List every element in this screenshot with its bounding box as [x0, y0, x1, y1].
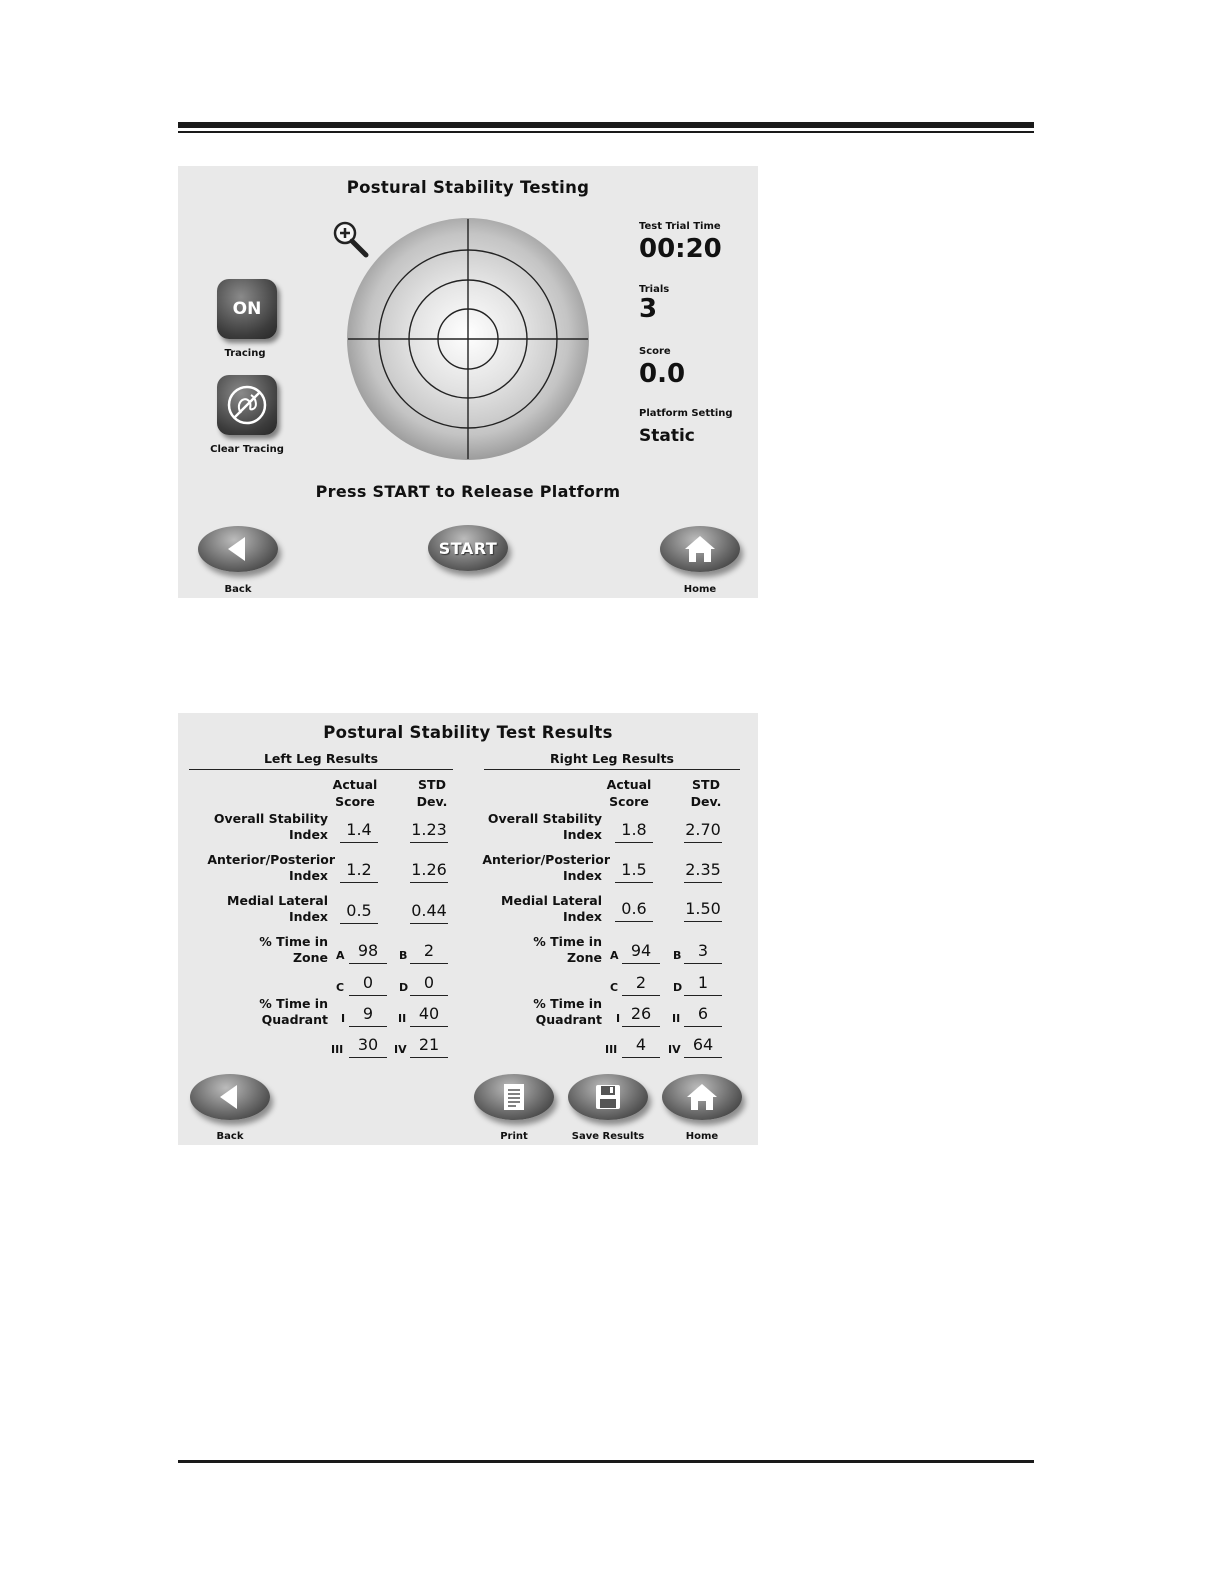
tracing-toggle-label: ON	[232, 299, 262, 319]
right-ap-std: 2.35	[684, 860, 722, 883]
left-ap-std: 1.26	[410, 860, 448, 883]
page-title: Postural Stability Testing	[346, 178, 590, 197]
right-ap-actual: 1.5	[615, 860, 653, 883]
right-zone-c-letter: C	[610, 981, 619, 994]
left-leg-heading: Left Leg Results	[263, 751, 379, 766]
right-zone-d: 1	[684, 973, 722, 996]
clear-tracing-button[interactable]	[217, 375, 277, 435]
stability-target-display	[346, 217, 590, 461]
clear-tracing-icon	[225, 383, 269, 427]
results-title: Postural Stability Test Results	[323, 723, 613, 742]
left-anterior-posterior-label: Anterior/Posterior Index	[207, 852, 335, 883]
platform-setting-value: Static	[639, 426, 695, 446]
left-leg-underline	[189, 769, 453, 770]
right-quad-ii: 6	[684, 1004, 722, 1027]
right-leg-underline	[484, 769, 740, 770]
left-overall-actual: 1.4	[340, 820, 378, 843]
right-zone-a: 94	[622, 941, 660, 964]
right-zone-a-letter: A	[610, 949, 619, 962]
left-quad-ii: 40	[410, 1004, 448, 1027]
left-zone-b-letter: B	[399, 949, 408, 962]
left-quad-ii-numeral: II	[398, 1012, 407, 1025]
header-rule-thick	[178, 122, 1034, 128]
right-zone-b-letter: B	[673, 949, 682, 962]
left-std-dev-header: STD Dev.	[416, 777, 448, 809]
platform-setting-label: Platform Setting	[639, 408, 733, 419]
left-zone-d: 0	[410, 973, 448, 996]
left-quad-i: 9	[349, 1004, 387, 1027]
print-label: Print	[500, 1131, 528, 1142]
right-zone-b: 3	[684, 941, 722, 964]
right-quadrant-label: % Time in Quadrant	[533, 996, 602, 1027]
left-actual-score-header: Actual Score	[332, 777, 378, 809]
left-zone-d-letter: D	[399, 981, 409, 994]
right-quad-i-numeral: I	[616, 1012, 621, 1025]
right-overall-stability-label: Overall Stability Index	[487, 811, 602, 842]
right-medial-lateral-label: Medial Lateral Index	[501, 893, 602, 924]
score-value: 0.0	[639, 359, 686, 389]
start-button[interactable]	[428, 525, 508, 571]
back-button[interactable]	[198, 526, 278, 572]
clear-tracing-label: Clear Tracing	[210, 444, 284, 455]
results-back-button[interactable]	[190, 1074, 270, 1120]
test-trial-time-value: 00:20	[639, 234, 722, 264]
left-medial-lateral-label: Medial Lateral Index	[227, 893, 328, 924]
right-zone-label: % Time in Zone	[533, 934, 602, 965]
left-zone-c-letter: C	[336, 981, 345, 994]
tracing-label: Tracing	[224, 348, 266, 359]
left-overall-std: 1.23	[410, 820, 448, 843]
left-zone-label: % Time in Zone	[259, 934, 328, 965]
save-results-label: Save Results	[571, 1131, 645, 1142]
left-zone-a: 98	[349, 941, 387, 964]
save-disk-icon	[594, 1083, 622, 1111]
right-ml-std: 1.50	[684, 899, 722, 922]
trials-value: 3	[639, 294, 658, 324]
back-arrow-icon	[223, 534, 253, 564]
home-label: Home	[683, 584, 717, 595]
right-quad-ii-numeral: II	[672, 1012, 681, 1025]
testing-screen	[178, 166, 758, 598]
left-ml-std: 0.44	[410, 901, 448, 924]
trials-label: Trials	[639, 284, 670, 295]
left-ap-actual: 1.2	[340, 860, 378, 883]
left-overall-stability-label: Overall Stability Index	[213, 811, 328, 842]
results-screen	[178, 713, 758, 1145]
start-label: START	[438, 538, 498, 558]
status-message: Press START to Release Platform	[315, 482, 621, 501]
right-quad-iv-numeral: IV	[668, 1043, 681, 1056]
right-quad-iii-numeral: III	[605, 1043, 618, 1056]
header-rule-thin	[178, 131, 1034, 133]
left-quad-iii-numeral: III	[331, 1043, 344, 1056]
right-actual-score-header: Actual Score	[606, 777, 652, 809]
right-anterior-posterior-label: Anterior/Posterior Index	[482, 852, 610, 883]
left-quadrant-label: % Time in Quadrant	[259, 996, 328, 1027]
right-zone-c: 2	[622, 973, 660, 996]
test-trial-time-label: Test Trial Time	[639, 221, 721, 232]
results-home-button[interactable]	[662, 1074, 742, 1120]
print-button[interactable]	[474, 1074, 554, 1120]
results-home-label: Home	[685, 1131, 719, 1142]
right-leg-heading: Right Leg Results	[550, 751, 674, 766]
right-quad-i: 26	[622, 1004, 660, 1027]
left-zone-c: 0	[349, 973, 387, 996]
right-overall-actual: 1.8	[615, 820, 653, 843]
results-back-label: Back	[216, 1131, 244, 1142]
right-ml-actual: 0.6	[615, 899, 653, 922]
right-quad-iii: 4	[622, 1035, 660, 1058]
left-ml-actual: 0.5	[340, 901, 378, 924]
left-quad-iii: 30	[349, 1035, 387, 1058]
print-document-icon	[501, 1082, 527, 1112]
left-quad-iv: 21	[410, 1035, 448, 1058]
right-quad-iv: 64	[684, 1035, 722, 1058]
home-button[interactable]	[660, 526, 740, 572]
score-label: Score	[639, 346, 671, 357]
left-quad-i-numeral: I	[341, 1012, 346, 1025]
right-std-dev-header: STD Dev.	[690, 777, 722, 809]
left-zone-b: 2	[410, 941, 448, 964]
footer-rule	[178, 1460, 1034, 1463]
home-icon	[684, 534, 716, 564]
right-overall-std: 2.70	[684, 820, 722, 843]
tracing-toggle-button[interactable]	[217, 279, 277, 339]
left-zone-a-letter: A	[336, 949, 345, 962]
save-results-button[interactable]	[568, 1074, 648, 1120]
back-arrow-icon	[215, 1082, 245, 1112]
right-zone-d-letter: D	[673, 981, 683, 994]
left-quad-iv-numeral: IV	[394, 1043, 407, 1056]
home-icon	[686, 1082, 718, 1112]
back-label: Back	[224, 584, 252, 595]
